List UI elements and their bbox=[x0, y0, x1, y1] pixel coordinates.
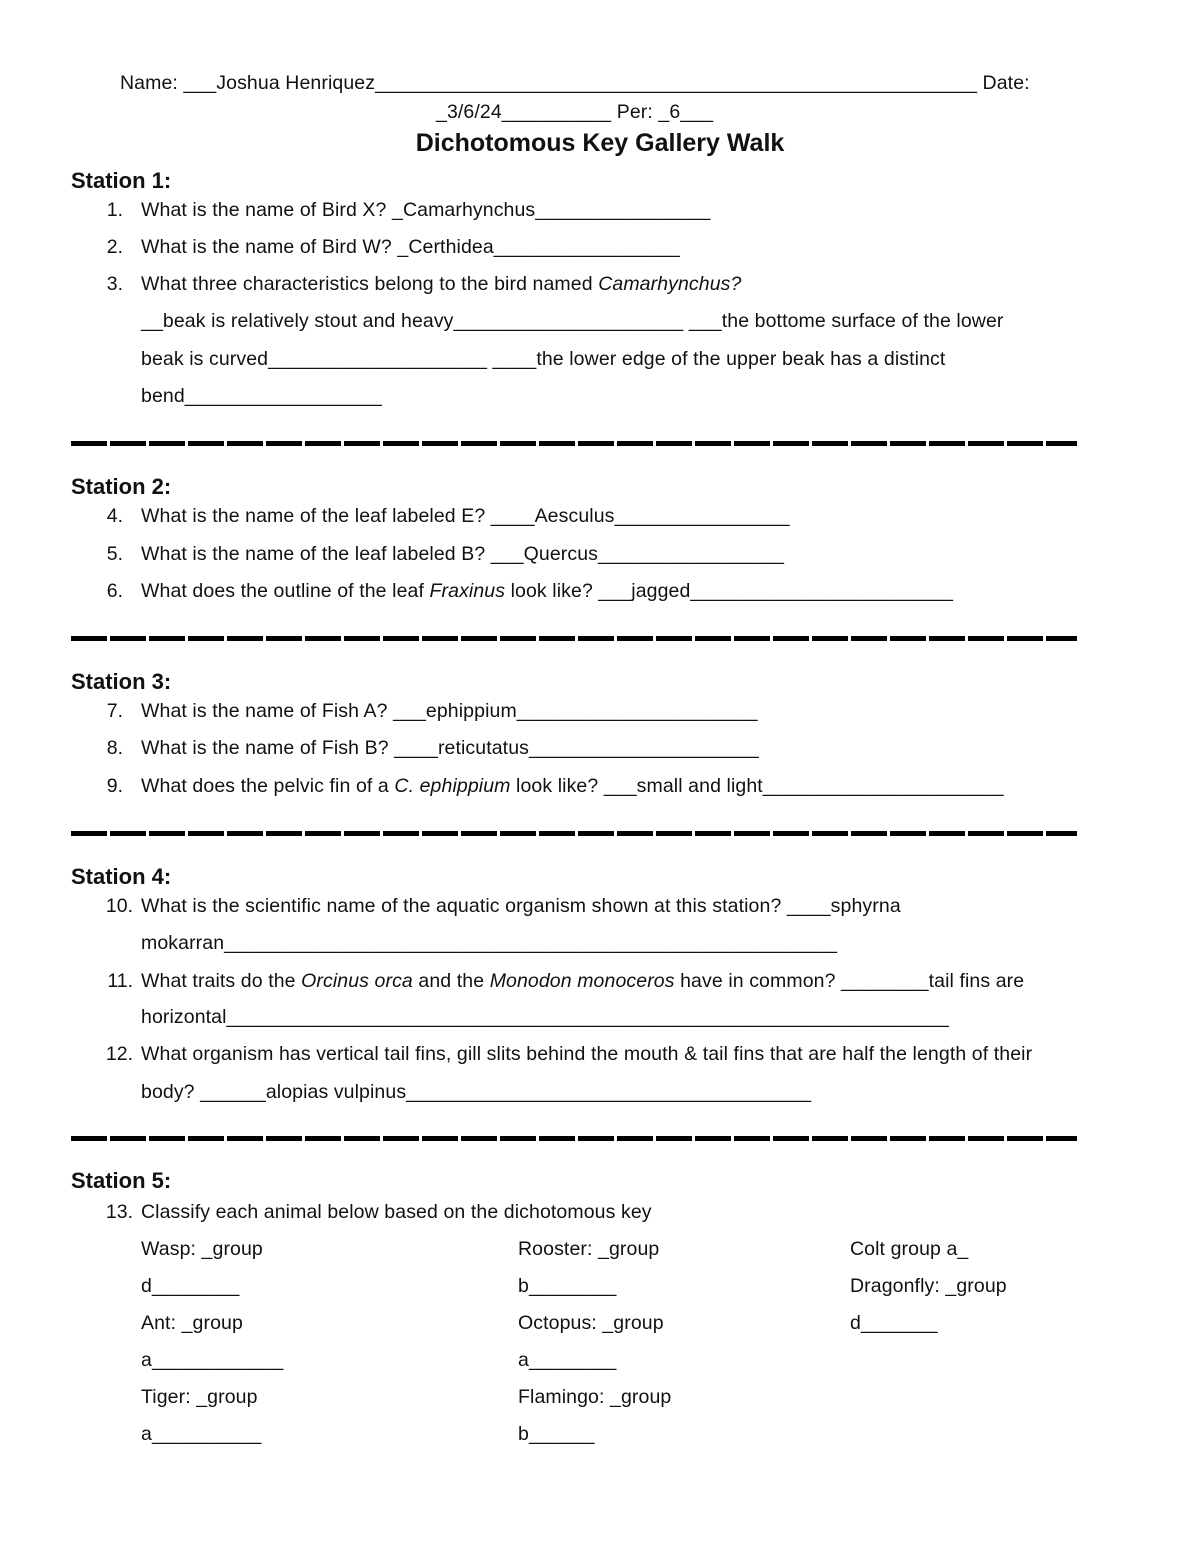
classify-octopus-answer: a________ bbox=[518, 1349, 617, 1371]
question-11-text-a: What traits do the bbox=[141, 970, 302, 992]
page-title: Dichotomous Key Gallery Walk bbox=[415, 129, 785, 157]
section-divider bbox=[71, 1136, 1077, 1141]
classify-tiger-answer: a__________ bbox=[141, 1423, 262, 1445]
question-number: 9. bbox=[106, 775, 123, 797]
section-divider bbox=[71, 636, 1077, 641]
name-date-line: Name: ___Joshua Henriquez_______________________________________________________ Date: bbox=[120, 72, 1030, 94]
classify-wasp-answer: d________ bbox=[141, 1275, 240, 1297]
question-11-species-2: Monodon monoceros bbox=[489, 970, 675, 992]
question-number: 4. bbox=[106, 505, 123, 527]
question-3-text: What three characteristics belong to the bird named bbox=[141, 273, 599, 295]
question-6-genus: Fraxinus bbox=[429, 580, 506, 602]
question-11 bbox=[141, 972, 1024, 992]
question-9 bbox=[141, 777, 1004, 797]
question-12: What organism has vertical tail fins, gill slits behind the mouth & tail fins that are half the length of their bbox=[141, 1043, 1033, 1065]
question-number: 10. bbox=[105, 895, 133, 917]
question-10-answer: mokarran________________________________________________________ bbox=[141, 932, 838, 954]
station-3-heading: Station 3: bbox=[71, 669, 172, 694]
section-divider bbox=[71, 441, 1077, 446]
classify-flamingo: Flamingo: _group bbox=[518, 1386, 672, 1408]
section-divider bbox=[71, 831, 1077, 836]
question-11-text-e: have in common? ________tail fins are bbox=[674, 970, 1025, 992]
question-number: 6. bbox=[106, 580, 123, 602]
question-6-text-c: look like? ___jagged________________________ bbox=[505, 580, 954, 602]
classify-flamingo-answer: b______ bbox=[518, 1423, 595, 1445]
question-2: What is the name of Bird W? _Certhidea_________________ bbox=[141, 236, 680, 258]
question-6-text-a: What does the outline of the leaf bbox=[141, 580, 430, 602]
question-number: 3. bbox=[106, 273, 123, 295]
question-number: 12. bbox=[105, 1043, 133, 1065]
question-11-answer: horizontal__________________________________________________________________ bbox=[141, 1006, 949, 1028]
classify-dragonfly: Dragonfly: _group bbox=[850, 1275, 1007, 1297]
station-5-heading: Station 5: bbox=[71, 1168, 172, 1193]
question-11-text-c: and the bbox=[412, 970, 490, 992]
question-number: 2. bbox=[106, 236, 123, 258]
question-1: What is the name of Bird X? _Camarhynchus________________ bbox=[141, 199, 711, 221]
question-12-answer: body? ______alopias vulpinus_____________________________________ bbox=[141, 1081, 812, 1103]
question-3 bbox=[141, 275, 741, 295]
answer-3-line-2: beak is curved____________________ ____the lower edge of the upper beak has a distinct bbox=[141, 348, 946, 370]
classify-colt: Colt group a_ bbox=[850, 1238, 969, 1260]
question-3-genus: Camarhynchus? bbox=[598, 273, 742, 295]
question-4: What is the name of the leaf labeled E? ____Aesculus________________ bbox=[141, 505, 790, 527]
classify-rooster-answer: b________ bbox=[518, 1275, 617, 1297]
question-13: Classify each animal below based on the dichotomous key bbox=[141, 1201, 652, 1223]
question-9-text-a: What does the pelvic fin of a bbox=[141, 775, 395, 797]
question-9-text-c: look like? ___small and light______________________ bbox=[510, 775, 1004, 797]
classify-tiger: Tiger: _group bbox=[141, 1386, 258, 1408]
station-4-heading: Station 4: bbox=[71, 864, 172, 889]
classify-ant-answer: a____________ bbox=[141, 1349, 284, 1371]
question-9-species: C. ephippium bbox=[394, 775, 511, 797]
answer-3-line-3: bend__________________ bbox=[141, 385, 382, 407]
question-number: 5. bbox=[106, 543, 123, 565]
question-number: 7. bbox=[106, 700, 123, 722]
classify-ant: Ant: _group bbox=[141, 1312, 243, 1334]
question-8: What is the name of Fish B? ____reticutatus_____________________ bbox=[141, 737, 759, 759]
station-1-heading: Station 1: bbox=[71, 168, 172, 193]
question-number: 11. bbox=[107, 970, 133, 992]
date-period-line: _3/6/24__________ Per: _6___ bbox=[436, 101, 714, 123]
question-number: 8. bbox=[106, 737, 123, 759]
question-5: What is the name of the leaf labeled B? ___Quercus_________________ bbox=[141, 543, 785, 565]
question-7: What is the name of Fish A? ___ephippium______________________ bbox=[141, 700, 758, 722]
question-10: What is the scientific name of the aquatic organism shown at this station? ____sphyrna bbox=[141, 895, 901, 917]
classify-octopus: Octopus: _group bbox=[518, 1312, 664, 1334]
question-number: 13. bbox=[105, 1201, 133, 1223]
question-number: 1. bbox=[106, 199, 123, 221]
answer-3-line-1: __beak is relatively stout and heavy_____________________ ___the bottome surface of the lower bbox=[141, 310, 1004, 332]
classify-wasp: Wasp: _group bbox=[141, 1238, 263, 1260]
station-2-heading: Station 2: bbox=[71, 474, 172, 499]
question-11-species-1: Orcinus orca bbox=[301, 970, 413, 992]
classify-dragonfly-answer: d_______ bbox=[850, 1312, 938, 1334]
question-6 bbox=[141, 582, 953, 602]
classify-rooster: Rooster: _group bbox=[518, 1238, 660, 1260]
